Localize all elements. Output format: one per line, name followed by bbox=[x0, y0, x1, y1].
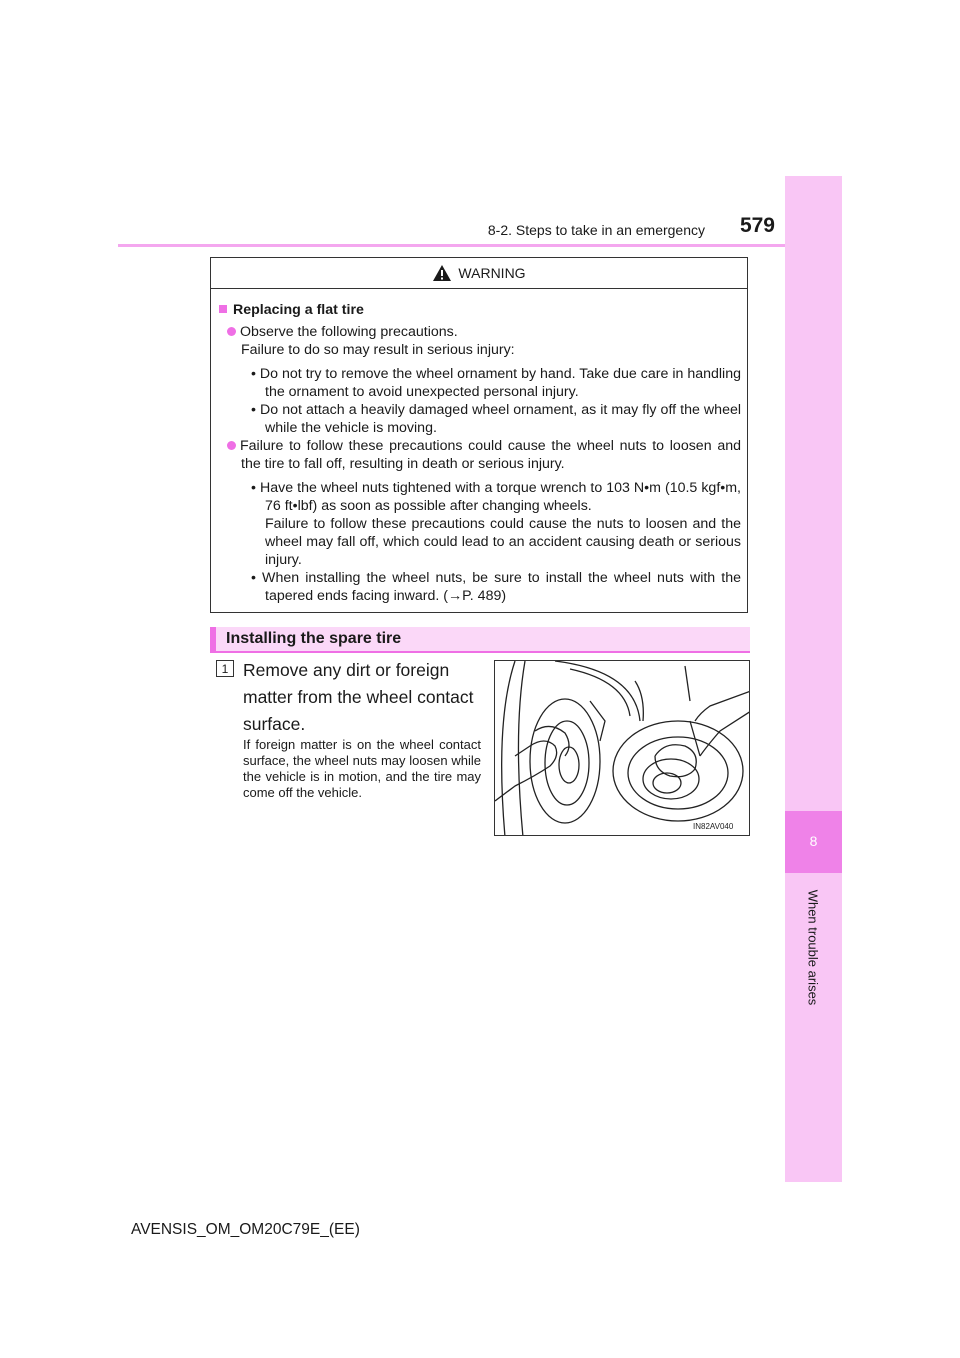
circle-bullet-icon bbox=[227, 327, 236, 336]
step-number: 1 bbox=[216, 660, 234, 677]
warning-item-1-sub-2: • Do not attach a heavily damaged wheel ornament, as it may fly off the wheel while the vehicle is moving. bbox=[251, 402, 741, 436]
step-note-text: If foreign matter is on the wheel contact surface, the wheel nuts may loosen while the vehicle is in motion, and the tire may come off the vehicle. bbox=[243, 737, 481, 800]
warning-triangle-icon bbox=[432, 264, 452, 282]
page-number: 579 bbox=[739, 214, 775, 237]
wheel-cleaning-illustration bbox=[495, 661, 750, 836]
chapter-title: When trouble arises bbox=[805, 889, 821, 1006]
section-title: Installing the spare tire bbox=[210, 627, 750, 653]
warning-header bbox=[211, 258, 747, 289]
warning-item-1 bbox=[219, 323, 741, 359]
illustration-wheel-cleaning bbox=[494, 660, 750, 836]
header-section-title: 8-2. Steps to take in an emergency bbox=[487, 222, 705, 238]
warning-item-2-sub-2: • When installing the wheel nuts, be sure to install the wheel nuts with the tapered ends facing inward. (→P. 489) bbox=[251, 570, 741, 604]
warning-label: WARNING bbox=[458, 265, 526, 281]
item1-line1: Observe the following precautions. bbox=[240, 324, 458, 340]
step-main-text: Remove any dirt or foreign matter from the wheel contact surface. bbox=[243, 660, 474, 734]
footer-doc-id: AVENSIS_OM_OM20C79E_(EE) bbox=[131, 1221, 360, 1238]
item2-text: Failure to follow these precautions could cause the wheel nuts to loosen and the tire to fall off, resulting in death or serious injury. bbox=[240, 438, 741, 472]
square-bullet-icon bbox=[219, 305, 227, 313]
item1-line2: Failure to do so may result in serious injury: bbox=[241, 342, 515, 358]
chapter-number: 8 bbox=[785, 811, 842, 873]
header-rule bbox=[118, 244, 842, 247]
warning-item-2-sub-1-cont: Failure to follow these precautions could cause the nuts to loosen and the wheel may fall off, which could lead to an accident causing death or serious injury. bbox=[265, 516, 741, 568]
warning-title bbox=[219, 301, 741, 319]
warning-item-1-sub-1: • Do not try to remove the wheel ornament by hand. Take due care in handling the ornament to avoid unexpected personal injury. bbox=[251, 366, 741, 400]
warning-title-text: Replacing a flat tire bbox=[233, 302, 364, 318]
circle-bullet-icon bbox=[227, 441, 236, 450]
warning-body bbox=[211, 289, 747, 605]
chapter-side-tab bbox=[785, 176, 842, 1182]
illustration-code: IN82AV040 bbox=[693, 822, 734, 831]
warning-box bbox=[210, 257, 748, 613]
warning-item-2 bbox=[219, 437, 741, 473]
warning-item-2-sub-1: • Have the wheel nuts tightened with a torque wrench to 103 N•m (10.5 kgf•m, 76 ft•lbf) as soon as possible after changing wheels. bbox=[251, 480, 741, 514]
